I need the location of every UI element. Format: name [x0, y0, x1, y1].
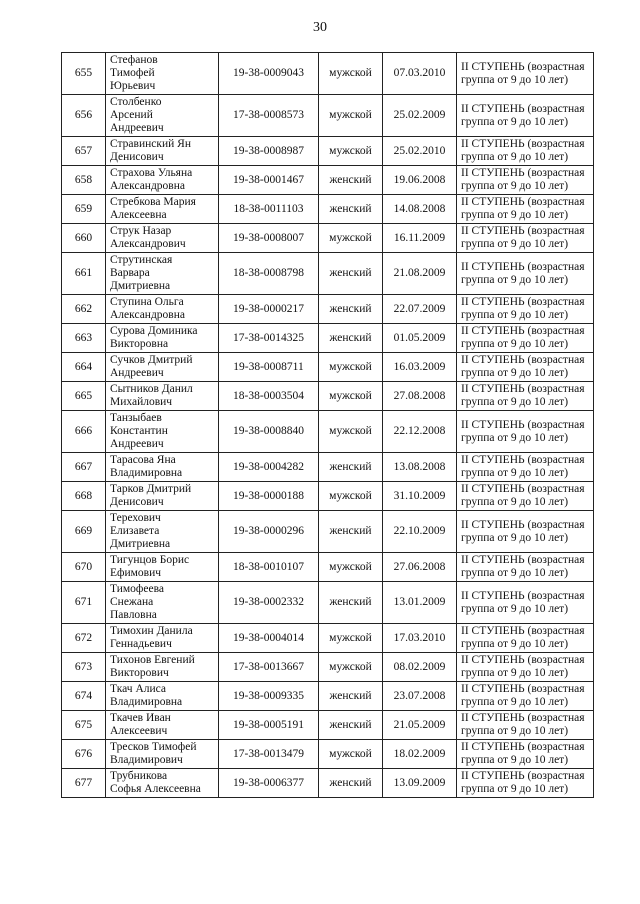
row-number-cell: 673 [62, 653, 106, 682]
row-number-cell: 664 [62, 353, 106, 382]
table-row [62, 53, 594, 95]
gender-cell: мужской [319, 353, 383, 382]
row-number-cell: 670 [62, 553, 106, 582]
full-name-cell: Танзыбаев Константин Андреевич [106, 411, 219, 453]
row-number-cell: 676 [62, 740, 106, 769]
stage-cell: II СТУПЕНЬ (возрастная группа от 9 до 10 лет) [457, 324, 594, 353]
table-row [62, 324, 594, 353]
stage-cell: II СТУПЕНЬ (возрастная группа от 9 до 10 лет) [457, 553, 594, 582]
birth-date-cell: 27.06.2008 [383, 553, 457, 582]
stage-cell: II СТУПЕНЬ (возрастная группа от 9 до 10 лет) [457, 682, 594, 711]
gender-cell: женский [319, 166, 383, 195]
birth-date-cell: 08.02.2009 [383, 653, 457, 682]
stage-cell: II СТУПЕНЬ (возрастная группа от 9 до 10 лет) [457, 411, 594, 453]
uin-code-cell: 19-38-0008840 [219, 411, 319, 453]
uin-code-cell: 18-38-0011103 [219, 195, 319, 224]
stage-cell: II СТУПЕНЬ (возрастная группа от 9 до 10 лет) [457, 166, 594, 195]
gender-cell: женский [319, 582, 383, 624]
uin-code-cell: 17-38-0013667 [219, 653, 319, 682]
uin-code-cell: 19-38-0001467 [219, 166, 319, 195]
birth-date-cell: 16.03.2009 [383, 353, 457, 382]
full-name-cell: Сытников Данил Михайлович [106, 382, 219, 411]
uin-code-cell: 19-38-0000217 [219, 295, 319, 324]
full-name-cell: Тимохин Данила Геннадьевич [106, 624, 219, 653]
full-name-cell: Столбенко Арсений Андреевич [106, 95, 219, 137]
full-name-cell: Страхова Ульяна Александровна [106, 166, 219, 195]
full-name-cell: Ступина Ольга Александровна [106, 295, 219, 324]
gender-cell: мужской [319, 653, 383, 682]
birth-date-cell: 22.07.2009 [383, 295, 457, 324]
row-number-cell: 672 [62, 624, 106, 653]
table-row [62, 224, 594, 253]
row-number-cell: 665 [62, 382, 106, 411]
gender-cell: женский [319, 711, 383, 740]
row-number-cell: 669 [62, 511, 106, 553]
birth-date-cell: 14.08.2008 [383, 195, 457, 224]
row-number-cell: 666 [62, 411, 106, 453]
row-number-cell: 674 [62, 682, 106, 711]
gender-cell: женский [319, 253, 383, 295]
gender-cell: мужской [319, 553, 383, 582]
uin-code-cell: 18-38-0003504 [219, 382, 319, 411]
uin-code-cell: 19-38-0000296 [219, 511, 319, 553]
full-name-cell: Ткачев Иван Алексеевич [106, 711, 219, 740]
table-row [62, 682, 594, 711]
birth-date-cell: 13.01.2009 [383, 582, 457, 624]
table-row [62, 453, 594, 482]
full-name-cell: Тресков Тимофей Владимирович [106, 740, 219, 769]
birth-date-cell: 18.02.2009 [383, 740, 457, 769]
full-name-cell: Сучков Дмитрий Андреевич [106, 353, 219, 382]
gender-cell: мужской [319, 382, 383, 411]
uin-code-cell: 17-38-0014325 [219, 324, 319, 353]
row-number-cell: 663 [62, 324, 106, 353]
stage-cell: II СТУПЕНЬ (возрастная группа от 9 до 10 лет) [457, 582, 594, 624]
uin-code-cell: 19-38-0008007 [219, 224, 319, 253]
birth-date-cell: 23.07.2008 [383, 682, 457, 711]
table-row [62, 553, 594, 582]
row-number-cell: 677 [62, 769, 106, 798]
uin-code-cell: 18-38-0008798 [219, 253, 319, 295]
birth-date-cell: 19.06.2008 [383, 166, 457, 195]
stage-cell: II СТУПЕНЬ (возрастная группа от 9 до 10 лет) [457, 95, 594, 137]
table-row [62, 382, 594, 411]
table-row [62, 482, 594, 511]
full-name-cell: Стефанов Тимофей Юрьевич [106, 53, 219, 95]
row-number-cell: 671 [62, 582, 106, 624]
gender-cell: мужской [319, 224, 383, 253]
birth-date-cell: 07.03.2010 [383, 53, 457, 95]
birth-date-cell: 25.02.2010 [383, 137, 457, 166]
table-row [62, 711, 594, 740]
gender-cell: мужской [319, 137, 383, 166]
stage-cell: II СТУПЕНЬ (возрастная группа от 9 до 10 лет) [457, 253, 594, 295]
full-name-cell: Тигунцов Борис Ефимович [106, 553, 219, 582]
uin-code-cell: 19-38-0009043 [219, 53, 319, 95]
table-row [62, 582, 594, 624]
table-row [62, 295, 594, 324]
table-row [62, 166, 594, 195]
gender-cell: женский [319, 453, 383, 482]
table-row [62, 769, 594, 798]
birth-date-cell: 31.10.2009 [383, 482, 457, 511]
full-name-cell: Тимофеева Снежана Павловна [106, 582, 219, 624]
stage-cell: II СТУПЕНЬ (возрастная группа от 9 до 10 лет) [457, 382, 594, 411]
row-number-cell: 660 [62, 224, 106, 253]
uin-code-cell: 19-38-0004014 [219, 624, 319, 653]
birth-date-cell: 16.11.2009 [383, 224, 457, 253]
uin-code-cell: 19-38-0009335 [219, 682, 319, 711]
row-number-cell: 662 [62, 295, 106, 324]
table-row [62, 411, 594, 453]
row-number-cell: 658 [62, 166, 106, 195]
gender-cell: мужской [319, 411, 383, 453]
stage-cell: II СТУПЕНЬ (возрастная группа от 9 до 10 лет) [457, 137, 594, 166]
birth-date-cell: 13.09.2009 [383, 769, 457, 798]
table-row [62, 253, 594, 295]
row-number-cell: 655 [62, 53, 106, 95]
full-name-cell: Тарков Дмитрий Денисович [106, 482, 219, 511]
row-number-cell: 675 [62, 711, 106, 740]
stage-cell: II СТУПЕНЬ (возрастная группа от 9 до 10 лет) [457, 711, 594, 740]
uin-code-cell: 19-38-0008987 [219, 137, 319, 166]
gender-cell: женский [319, 295, 383, 324]
row-number-cell: 659 [62, 195, 106, 224]
stage-cell: II СТУПЕНЬ (возрастная группа от 9 до 10 лет) [457, 769, 594, 798]
row-number-cell: 657 [62, 137, 106, 166]
uin-code-cell: 19-38-0002332 [219, 582, 319, 624]
stage-cell: II СТУПЕНЬ (возрастная группа от 9 до 10 лет) [457, 624, 594, 653]
stage-cell: II СТУПЕНЬ (возрастная группа от 9 до 10 лет) [457, 482, 594, 511]
uin-code-cell: 19-38-0006377 [219, 769, 319, 798]
gender-cell: женский [319, 511, 383, 553]
stage-cell: II СТУПЕНЬ (возрастная группа от 9 до 10 лет) [457, 295, 594, 324]
stage-cell: II СТУПЕНЬ (возрастная группа от 9 до 10 лет) [457, 740, 594, 769]
birth-date-cell: 01.05.2009 [383, 324, 457, 353]
stage-cell: II СТУПЕНЬ (возрастная группа от 9 до 10 лет) [457, 53, 594, 95]
full-name-cell: Стребкова Мария Алексеевна [106, 195, 219, 224]
birth-date-cell: 27.08.2008 [383, 382, 457, 411]
gender-cell: женский [319, 195, 383, 224]
uin-code-cell: 17-38-0008573 [219, 95, 319, 137]
stage-cell: II СТУПЕНЬ (возрастная группа от 9 до 10 лет) [457, 453, 594, 482]
birth-date-cell: 13.08.2008 [383, 453, 457, 482]
full-name-cell: Струтинская Варвара Дмитриевна [106, 253, 219, 295]
table-row [62, 653, 594, 682]
uin-code-cell: 19-38-0005191 [219, 711, 319, 740]
gender-cell: мужской [319, 95, 383, 137]
full-name-cell: Сурова Доминика Викторовна [106, 324, 219, 353]
row-number-cell: 667 [62, 453, 106, 482]
uin-code-cell: 19-38-0000188 [219, 482, 319, 511]
table-row [62, 353, 594, 382]
gender-cell: мужской [319, 624, 383, 653]
uin-code-cell: 17-38-0013479 [219, 740, 319, 769]
stage-cell: II СТУПЕНЬ (возрастная группа от 9 до 10 лет) [457, 653, 594, 682]
table-row [62, 740, 594, 769]
birth-date-cell: 21.08.2009 [383, 253, 457, 295]
birth-date-cell: 22.10.2009 [383, 511, 457, 553]
gender-cell: мужской [319, 740, 383, 769]
birth-date-cell: 25.02.2009 [383, 95, 457, 137]
gender-cell: мужской [319, 53, 383, 95]
table-row [62, 624, 594, 653]
table-row [62, 195, 594, 224]
table-row [62, 137, 594, 166]
uin-code-cell: 19-38-0004282 [219, 453, 319, 482]
stage-cell: II СТУПЕНЬ (возрастная группа от 9 до 10 лет) [457, 353, 594, 382]
full-name-cell: Тихонов Евгений Викторович [106, 653, 219, 682]
birth-date-cell: 21.05.2009 [383, 711, 457, 740]
table-row [62, 95, 594, 137]
page-number: 30 [313, 20, 327, 35]
gender-cell: женский [319, 324, 383, 353]
row-number-cell: 661 [62, 253, 106, 295]
birth-date-cell: 17.03.2010 [383, 624, 457, 653]
uin-code-cell: 19-38-0008711 [219, 353, 319, 382]
uin-code-cell: 18-38-0010107 [219, 553, 319, 582]
full-name-cell: Терехович Елизавета Дмитриевна [106, 511, 219, 553]
full-name-cell: Трубникова Софья Алексеевна [106, 769, 219, 798]
full-name-cell: Стравинский Ян Денисович [106, 137, 219, 166]
row-number-cell: 668 [62, 482, 106, 511]
birth-date-cell: 22.12.2008 [383, 411, 457, 453]
stage-cell: II СТУПЕНЬ (возрастная группа от 9 до 10 лет) [457, 224, 594, 253]
full-name-cell: Тарасова Яна Владимировна [106, 453, 219, 482]
stage-cell: II СТУПЕНЬ (возрастная группа от 9 до 10 лет) [457, 511, 594, 553]
table-row [62, 511, 594, 553]
full-name-cell: Струк Назар Александрович [106, 224, 219, 253]
stage-cell: II СТУПЕНЬ (возрастная группа от 9 до 10 лет) [457, 195, 594, 224]
full-name-cell: Ткач Алиса Владимировна [106, 682, 219, 711]
registry-table-body [62, 53, 594, 798]
gender-cell: женский [319, 682, 383, 711]
gender-cell: женский [319, 769, 383, 798]
registry-table [61, 52, 594, 798]
gender-cell: мужской [319, 482, 383, 511]
row-number-cell: 656 [62, 95, 106, 137]
